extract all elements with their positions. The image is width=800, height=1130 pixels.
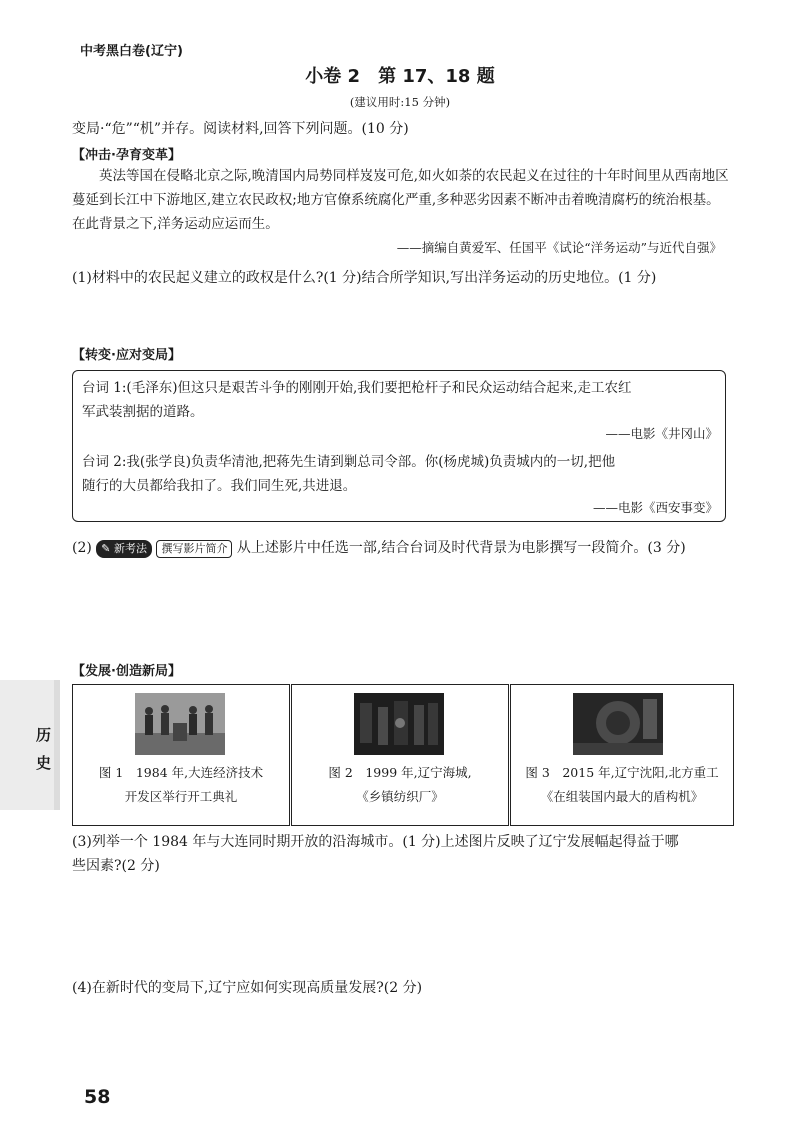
- figure-3-caption-line2: 《在组装国内最大的盾构机》: [540, 789, 704, 804]
- figure-3: [510, 684, 734, 826]
- textile-factory-photo: [354, 693, 444, 755]
- quote1-line2: 军武装割据的道路。: [82, 404, 204, 420]
- question-3-line2: 些因素?(2 分): [72, 858, 160, 874]
- task-tag: 撰写影片简介: [156, 540, 232, 558]
- quote1-line1: 台词 1:(毛泽东)但这只是艰苦斗争的刚刚开始,我们要把枪杆子和民众运动结合起来,走工农红: [82, 380, 632, 396]
- figure-1: [72, 684, 290, 826]
- figure-1-caption: [73, 761, 289, 809]
- quote1-source: ——电影《井冈山》: [605, 426, 718, 441]
- figure-2: [291, 684, 509, 826]
- section1-paragraph: 英法等国在侵略北京之际,晚清国内局势同样岌岌可危,如火如荼的农民起义在过往的十年时间里从西南地区蔓延到长江中下游地区,建立农民政权;地方官僚系统腐化严重,多种恶劣因素不断冲击着晚清腐朽的统治根基。在此背景之下,洋务运动应运而生。: [72, 168, 729, 232]
- new-format-tag: ✎ 新考法: [96, 540, 152, 558]
- sidebar-char-1: 历: [36, 726, 52, 744]
- page-number: 58: [84, 1086, 111, 1108]
- question-2: [72, 536, 742, 560]
- quote2-line2: 随行的大员都给我扣了。我们同生死,共进退。: [82, 478, 357, 494]
- question-3: [72, 830, 742, 878]
- figure-2-caption-line1: 图 2 1999 年,辽宁海城,: [328, 765, 472, 780]
- figure-1-caption-line1: 图 1 1984 年,大连经济技术: [98, 765, 264, 780]
- quote2-source: ——电影《西安事变》: [592, 500, 718, 515]
- figure-3-caption: [511, 761, 733, 809]
- subject-sidebar: [0, 680, 60, 810]
- figure-2-caption: [292, 761, 508, 809]
- shield-machine-photo: [573, 693, 663, 755]
- question-3-line1: (3)列举一个 1984 年与大连同时期开放的沿海城市。(1 分)上述图片反映了辽宁发展幅起得益于哪: [72, 834, 679, 850]
- question-1: (1)材料中的农民起义建立的政权是什么?(1 分)结合所学知识,写出洋务运动的历史地位。(1 分): [72, 270, 657, 286]
- figure-2-caption-line2: 《乡镇纺织厂》: [356, 789, 444, 804]
- intro-text: 变局·“危”“机”并存。阅读材料,回答下列问题。(10 分): [72, 121, 409, 137]
- page-title: 小卷 2 第 17、18 题: [305, 66, 495, 87]
- figure-3-caption-line1: 图 3 2015 年,辽宁沈阳,北方重工: [525, 765, 719, 780]
- question-2-text: 从上述影片中任选一部,结合台词及时代背景为电影撰写一段简介。(3 分): [236, 540, 686, 556]
- section2-heading: 【转变·应对变局】: [72, 348, 181, 363]
- section1-source: ——摘编自黄爱军、任国平《试论“洋务运动”与近代自强》: [396, 240, 722, 255]
- section1-heading: 【冲击·孕育变革】: [72, 148, 181, 163]
- ceremony-photo: [135, 693, 225, 755]
- quote2-line1: 台词 2:我(张学良)负责华清池,把蒋先生请到剿总司令部。你(杨虎城)负责城内的一切,把他: [82, 454, 616, 470]
- question-4: (4)在新时代的变局下,辽宁应如何实现高质量发展?(2 分): [72, 980, 423, 996]
- time-suggestion: (建议用时:15 分钟): [349, 95, 451, 109]
- sidebar-char-2: 史: [36, 754, 52, 772]
- new-format-label: 新考法: [114, 542, 148, 555]
- book-header: 中考黑白卷(辽宁): [80, 44, 183, 59]
- figure-1-caption-line2: 开发区举行开工典礼: [124, 789, 238, 804]
- section3-heading: 【发展·创造新局】: [72, 664, 181, 679]
- question-2-number: (2): [72, 540, 92, 556]
